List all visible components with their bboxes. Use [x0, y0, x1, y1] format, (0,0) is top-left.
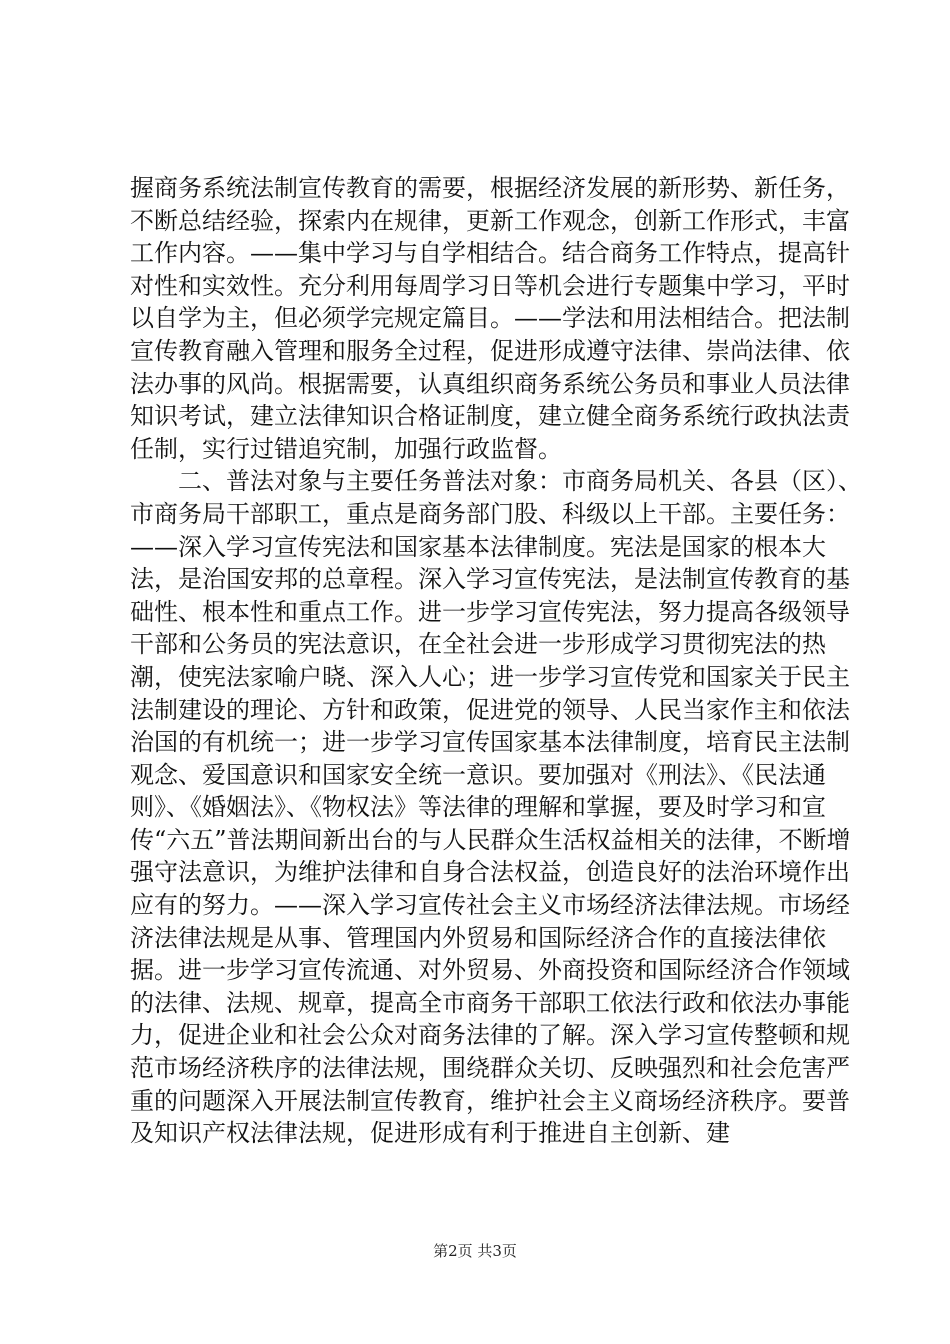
paragraph-continuation: 握商务系统法制宣传教育的需要，根据经济发展的新形势、新任务，不断总结经验，探索内在规律，更新工作观念，创新工作形式，丰富工作内容。——集中学习与自学相结合。结合商务工作特点，提高针对性和实效性。充分利用每周学习日等机会进行专题集中学习，平时以自学为主，但必须学完规定篇目。——学法和用法相结合。把法制宣传教育融入管理和服务全过程，促进形成遵守法律、崇尚法律、依法办事的风尚。根据需要，认真组织商务系统公务员和事业人员法律知识考试，建立法律知识合格证制度，建立健全商务系统行政执法责任制，实行过错追究制，加强行政监督。 — [130, 174, 850, 463]
paragraph-section-two: 二、普法对象与主要任务普法对象：市商务局机关、各县（区）、市商务局干部职工，重点是商务部门股、科级以上干部。主要任务：——深入学习宣传宪法和国家基本法律制度。宪法是国家的根本大法，是治国安邦的总章程。深入学习宣传宪法，是法制宣传教育的基础性、根本性和重点工作。进一步学习宣传宪法，努力提高各级领导干部和公务员的宪法意识，在全社会进一步形成学习贯彻宪法的热潮，使宪法家喻户晓、深入人心；进一步学习宣传党和国家关于民主法制建设的理论、方针和政策，促进党的领导、人民当家作主和依法治国的有机统一；进一步学习宣传国家基本法律制度，培育民主法制观念、爱国意识和国家安全统一意识。要加强对《刑法》、《民法通则》、《婚姻法》、《物权法》等法律的理解和掌握，要及时学习和宣传“六五”普法期间新出台的与人民群众生活权益相关的法律，不断增强守法意识，为维护法律和自身合法权益，创造良好的法治环境作出应有的努力。——深入学习宣传社会主义市场经济法律法规。市场经济法律法规是从事、管理国内外贸易和国际经济合作的直接法律依据。进一步学习宣传流通、对外贸易、外商投资和国际经济合作领域的法律、法规、规章，提高全市商务干部职工依法行政和依法办事能力，促进企业和社会公众对商务法律的了解。深入学习宣传整顿和规范市场经济秩序的法律法规，围绕群众关切、反映强烈和社会危害严重的问题深入开展法制宣传教育，维护社会主义商场经济秩序。要普及知识产权法律法规，促进形成有利于推进自主创新、建 — [130, 467, 862, 1148]
document-body — [130, 172, 870, 1150]
page-footer: 第2页 共3页 — [433, 1242, 517, 1260]
